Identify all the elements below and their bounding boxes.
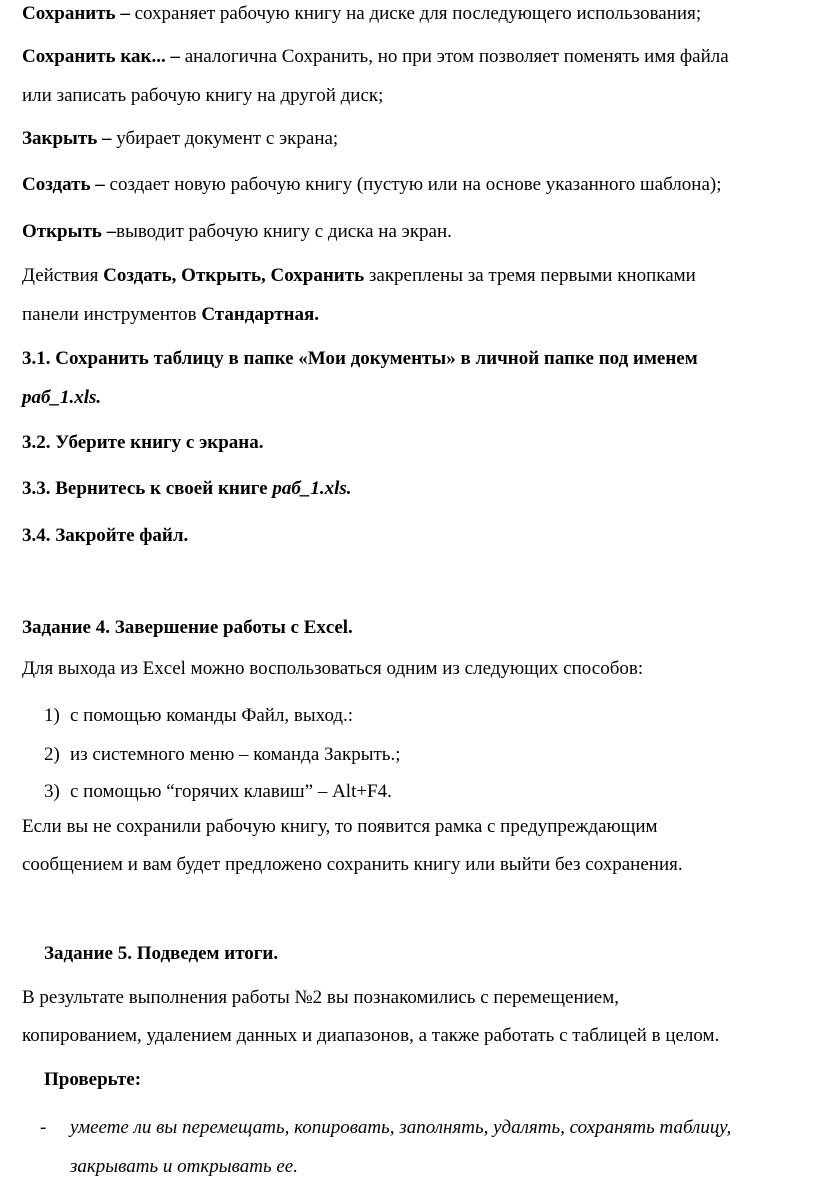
task5-line2: копированием, удалением данных и диапазонов, а также работать с таблицей в целом. (22, 1025, 720, 1046)
task-3-1-file: раб_1.xls. (22, 387, 102, 408)
def-create (22, 173, 721, 197)
def-save-as-cont: или записать рабочую книгу на другой диск; (22, 85, 384, 106)
actions-line1: Действия Создать, Открыть, Сохранить закреплены за тремя первыми кнопками (22, 265, 696, 286)
def-close (22, 127, 338, 151)
def-text: создает новую рабочую книгу (пустую или на основе указанного шаблона); (104, 174, 722, 195)
list-number: 1) (44, 705, 60, 726)
task-3-2: 3.2. Уберите книгу с экрана. (22, 432, 264, 453)
def-text: аналогична Сохранить, но при этом позволяет поменять имя файла (179, 46, 729, 67)
def-open (22, 220, 452, 244)
def-term: Создать – (22, 174, 105, 195)
task4-intro: Для выхода из Excel можно воспользоваться одним из следующих способов: (22, 658, 644, 679)
check-line1: умеете ли вы перемещать, копировать, заполнять, удалять, сохранять таблицу, (70, 1117, 732, 1138)
list-number: 2) (44, 744, 60, 765)
check-line2: закрывать и открывать ее. (70, 1156, 298, 1177)
list-number: 3) (44, 781, 60, 802)
def-save-as (22, 45, 729, 69)
def-term: Сохранить – (22, 3, 130, 24)
def-term: Открыть – (22, 221, 117, 242)
def-save (22, 2, 701, 26)
task4-heading: Задание 4. Завершение работы с Excel. (22, 617, 353, 638)
def-term: Сохранить как... – (22, 46, 180, 67)
list-item: с помощью “горячих клавиш” – Alt+F4. (70, 781, 392, 802)
list-item: из системного меню – команда Закрыть.; (70, 744, 401, 765)
task5-line1: В результате выполнения работы №2 вы познакомились с перемещением, (22, 987, 619, 1008)
def-text: сохраняет рабочую книгу на диске для последующего использования; (129, 3, 702, 24)
def-text: выводит рабочую книгу с диска на экран. (116, 221, 452, 242)
task-3-4: 3.4. Закройте файл. (22, 525, 189, 546)
def-text: убирает документ с экрана; (111, 128, 339, 149)
actions-line2: панели инструментов Стандартная. (22, 304, 320, 325)
list-item: с помощью команды Файл, выход.: (70, 705, 354, 726)
check-label: Проверьте: (44, 1069, 142, 1090)
def-term: Закрыть – (22, 128, 112, 149)
bullet-dash: - (40, 1117, 47, 1138)
task5-heading: Задание 5. Подведем итоги. (44, 943, 279, 964)
task4-note-line1: Если вы не сохранили рабочую книгу, то появится рамка с предупреждающим (22, 816, 658, 837)
task-3-3: 3.3. Вернитесь к своей книге раб_1.xls. (22, 478, 352, 499)
task4-note-line2: сообщением и вам будет предложено сохранить книгу или выйти без сохранения. (22, 854, 683, 875)
task-3-1: 3.1. Сохранить таблицу в папке «Мои документы» в личной папке под именем (22, 348, 698, 369)
